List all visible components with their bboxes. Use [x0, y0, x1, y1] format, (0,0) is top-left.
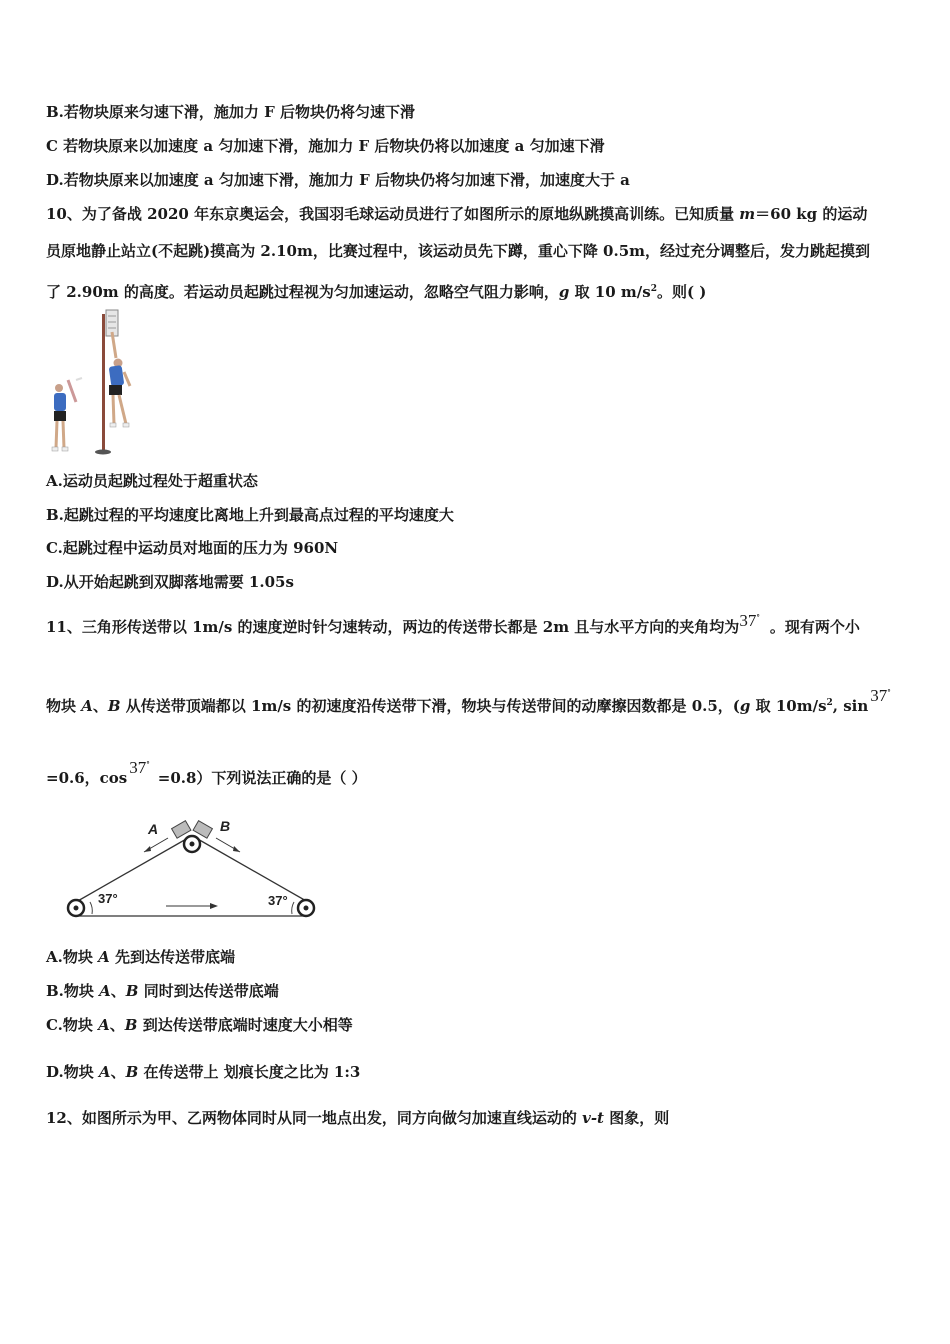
- q11-option-c: C.物块 A、B 到达传送带底端时速度大小相等: [46, 1016, 353, 1034]
- q9-option-d: D.若物块原来以加速度 a 匀加速下滑，施加力 F 后物块仍将匀加速下滑，加速度大于 a: [46, 171, 630, 189]
- q10-option-d: D.从开始起跳到双脚落地需要 1.05s: [46, 573, 294, 591]
- measuring-pole: [102, 314, 105, 452]
- label-a: A: [148, 821, 159, 837]
- angle-label-right: 37°: [268, 893, 288, 908]
- q10-stem-line-1: 10、为了备战 2020 年东京奥运会，我国羽毛球运动员进行了如图所示的原地纵跳摸高训练。已知质量 m＝60 kg 的运动: [46, 205, 868, 223]
- q10-option-b: B.起跳过程的平均速度比离地上升到最高点过程的平均速度大: [46, 506, 454, 524]
- q11-stem-line-3: =0.6，cos37°=0.8）下列说法正确的是（ ）: [46, 758, 367, 787]
- q10-stem-line-3: 了 2.90m 的高度。若运动员起跳过程视为匀加速运动，忽略空气阻力影响，g 取 10 $m/s^2$。则( ): [46, 283, 707, 301]
- q11-stem-line-1: 11、三角形传送带以 1m/s 的速度逆时针匀速转动，两边的传送带长都是 2m 且与水平方向的夹角均为37°。现有两个小: [46, 611, 860, 636]
- q11-option-a: A.物块 A 先到达传送带底端: [46, 948, 235, 966]
- belt-left: [76, 838, 188, 902]
- q10-jump-figure: [46, 308, 141, 458]
- pulley-left: [68, 900, 84, 916]
- q11-stem-line-2: 物块 A、B 从传送带顶端都以 1m/s 的初速度沿传送带下滑，物块与传送带间的动摩擦因数都是 0.5，(g 取 $10m/s^2$, sin37°: [46, 686, 891, 715]
- q12-stem-line-1: 12、如图所示为甲、乙两物体同时从同一地点出发，同方向做匀加速直线运动的 v-t 图象，则: [46, 1109, 670, 1127]
- angle-label-left: 37°: [98, 891, 118, 906]
- q11-conveyor-diagram: [62, 812, 326, 924]
- q10-stem-line-2: 员原地静止站立(不起跳)摸高为 2.10m，比赛过程中，该运动员先下蹲，重心下降 0.5m，经过充分调整后，发力跳起摸到: [46, 242, 871, 260]
- q9-option-b: B.若物块原来匀速下滑，施加力 F 后物块仍将匀速下滑: [46, 103, 415, 121]
- q10-option-c: C.起跳过程中运动员对地面的压力为 960N: [46, 539, 339, 557]
- block-a: [172, 821, 191, 839]
- q11-option-b: B.物块 A、B 同时到达传送带底端: [46, 982, 279, 1000]
- q11-option-d: D.物块 A、B 在传送带上 划痕长度之比为 1:3: [46, 1063, 361, 1081]
- pulley-top: [184, 836, 200, 852]
- pulley-right: [298, 900, 314, 916]
- jumping-athlete: [109, 332, 130, 427]
- block-b: [193, 821, 212, 839]
- q10-option-a: A.运动员起跳过程处于超重状态: [46, 472, 258, 490]
- q9-option-c: C 若物块原来以加速度 a 匀加速下滑，施加力 F 后物块仍将以加速度 a 匀加速下滑: [46, 137, 605, 155]
- label-b: B: [220, 818, 231, 834]
- belt-right: [196, 838, 308, 902]
- standing-athlete: [52, 378, 82, 451]
